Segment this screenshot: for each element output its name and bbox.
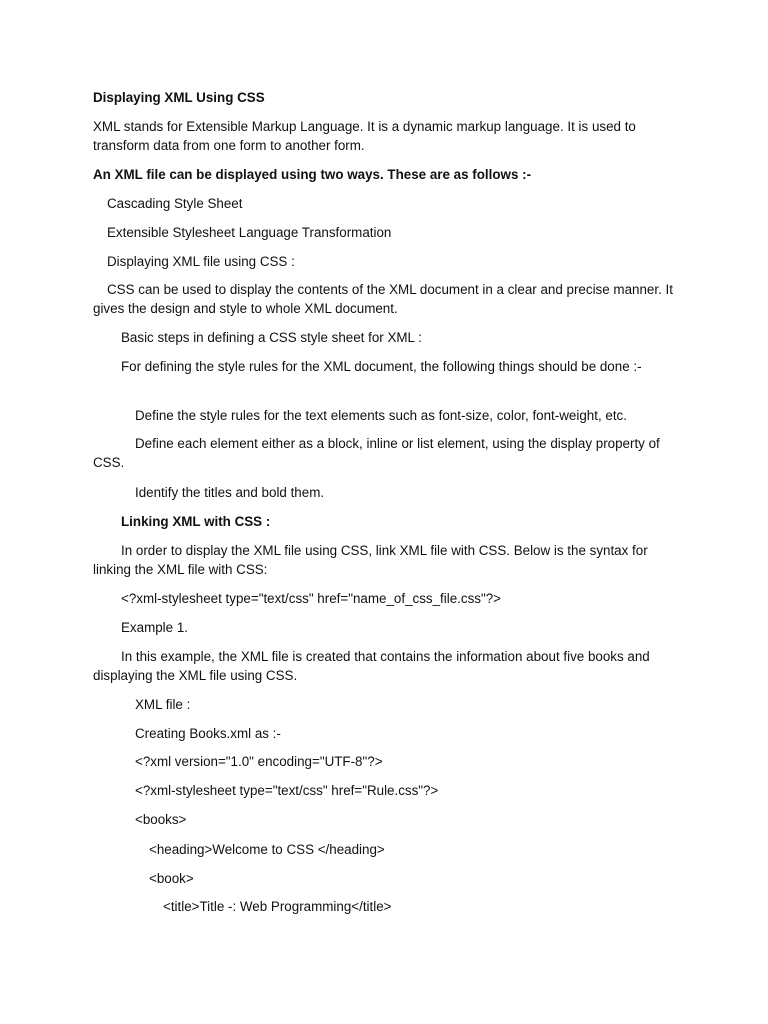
way-item-xslt: Extensible Stylesheet Language Transformation — [107, 225, 392, 240]
example-heading: Example 1. — [121, 620, 188, 635]
basic-steps-heading: Basic steps in defining a CSS style sheet for XML : — [121, 330, 422, 345]
linking-heading: Linking XML with CSS : — [121, 514, 271, 529]
code-line-books-open: <books> — [135, 812, 187, 827]
creating-books-label: Creating Books.xml as :- — [135, 726, 281, 741]
basic-steps-intro: For defining the style rules for the XML document, the following things should be done :- — [121, 359, 642, 374]
code-line-xml-declaration: <?xml version="1.0" encoding="UTF-8"?> — [135, 754, 383, 769]
xml-file-label: XML file : — [135, 697, 191, 712]
step-item-2: Define each element either as a block, inline or list element, using the display property of CSS. — [93, 436, 660, 470]
code-line-book-open: <book> — [149, 871, 194, 886]
linking-description: In order to display the XML file using CSS, link XML file with CSS. Below is the syntax for linking the XML file with CSS: — [93, 543, 648, 577]
step-item-1: Define the style rules for the text elements such as font-size, color, font-weight, etc. — [135, 408, 627, 423]
linking-syntax: <?xml-stylesheet type="text/css" href="name_of_css_file.css"?> — [121, 591, 501, 606]
example-description: In this example, the XML file is created that contains the information about five books and displaying the XML file using CSS. — [93, 649, 650, 683]
css-description-paragraph: CSS can be used to display the contents of the XML document in a clear and precise manner. It gives the design and style to whole XML document. — [93, 282, 673, 316]
css-section-heading: Displaying XML file using CSS : — [107, 254, 295, 269]
document-title: Displaying XML Using CSS — [93, 90, 265, 105]
step-item-3: Identify the titles and bold them. — [135, 485, 325, 500]
intro-paragraph: XML stands for Extensible Markup Language. It is a dynamic markup language. It is used to transform data from one form to another form. — [93, 119, 636, 153]
code-line-stylesheet: <?xml-stylesheet type="text/css" href="Rule.css"?> — [135, 783, 439, 798]
code-line-title: <title>Title -: Web Programming</title> — [163, 899, 392, 914]
way-item-css: Cascading Style Sheet — [107, 196, 243, 211]
ways-heading: An XML file can be displayed using two ways. These are as follows :- — [93, 167, 532, 182]
code-line-heading: <heading>Welcome to CSS </heading> — [149, 842, 385, 857]
